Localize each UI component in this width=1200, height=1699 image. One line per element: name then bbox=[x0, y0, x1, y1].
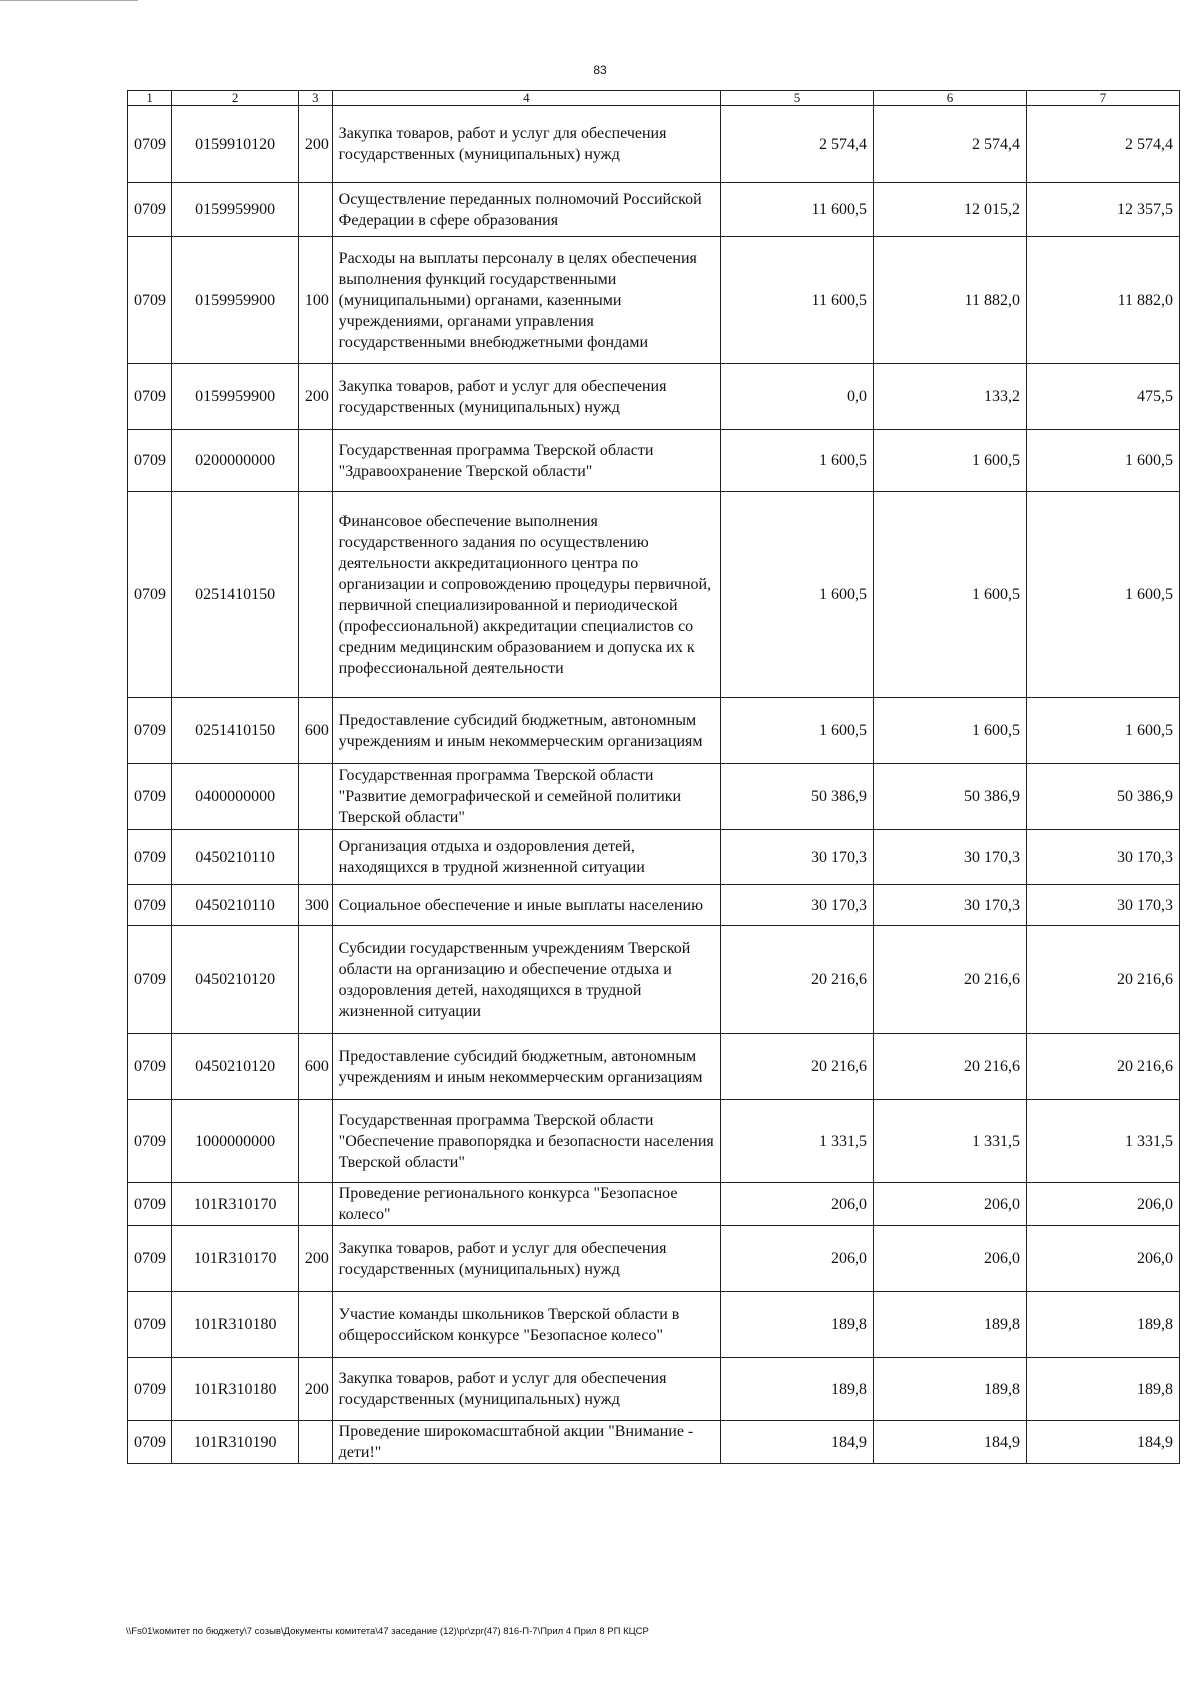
amount-year1-cell: 20 216,6 bbox=[720, 1034, 873, 1100]
item-name-cell: Государственная программа Тверской области "Обеспечение правопорядка и безопасности населения Тверской области" bbox=[332, 1100, 720, 1183]
target-article-cell: 101R310190 bbox=[172, 1421, 299, 1464]
target-article-cell: 0159959900 bbox=[172, 364, 299, 430]
amount-year2-cell: 12 015,2 bbox=[873, 183, 1026, 237]
amount-year1-cell: 184,9 bbox=[720, 1421, 873, 1464]
amount-year2-cell: 1 600,5 bbox=[873, 492, 1026, 698]
expense-type-cell bbox=[298, 1421, 332, 1464]
item-name-cell: Организация отдыха и оздоровления детей, находящихся в трудной жизненной ситуации bbox=[332, 830, 720, 885]
amount-year1-cell: 1 600,5 bbox=[720, 492, 873, 698]
amount-year1-cell: 11 600,5 bbox=[720, 183, 873, 237]
table-row bbox=[128, 698, 1180, 764]
target-article-cell: 101R310180 bbox=[172, 1292, 299, 1358]
amount-year1-cell: 1 600,5 bbox=[720, 430, 873, 492]
amount-year3-cell: 189,8 bbox=[1026, 1292, 1179, 1358]
table-row bbox=[128, 364, 1180, 430]
amount-year2-cell: 1 600,5 bbox=[873, 698, 1026, 764]
item-name-cell: Предоставление субсидий бюджетным, автономным учреждениям и иным некоммерческим организациям bbox=[332, 698, 720, 764]
target-article-cell: 101R310170 bbox=[172, 1226, 299, 1292]
section-code-cell: 0709 bbox=[128, 1226, 172, 1292]
amount-year2-cell: 206,0 bbox=[873, 1183, 1026, 1226]
col-number-4: 4 bbox=[332, 91, 720, 106]
expense-type-cell bbox=[298, 1292, 332, 1358]
amount-year1-cell: 0,0 bbox=[720, 364, 873, 430]
target-article-cell: 0200000000 bbox=[172, 430, 299, 492]
table-row bbox=[128, 926, 1180, 1034]
amount-year3-cell: 11 882,0 bbox=[1026, 237, 1179, 364]
amount-year2-cell: 184,9 bbox=[873, 1421, 1026, 1464]
amount-year3-cell: 1 600,5 bbox=[1026, 492, 1179, 698]
item-name-cell: Проведение широкомасштабной акции "Внимание - дети!" bbox=[332, 1421, 720, 1464]
section-code-cell: 0709 bbox=[128, 1034, 172, 1100]
section-code-cell: 0709 bbox=[128, 1100, 172, 1183]
amount-year1-cell: 20 216,6 bbox=[720, 926, 873, 1034]
amount-year2-cell: 30 170,3 bbox=[873, 830, 1026, 885]
table-row bbox=[128, 430, 1180, 492]
target-article-cell: 0159959900 bbox=[172, 237, 299, 364]
item-name-cell: Закупка товаров, работ и услуг для обеспечения государственных (муниципальных) нужд bbox=[332, 106, 720, 183]
target-article-cell: 0450210120 bbox=[172, 926, 299, 1034]
amount-year3-cell: 206,0 bbox=[1026, 1226, 1179, 1292]
section-code-cell: 0709 bbox=[128, 926, 172, 1034]
item-name-cell: Государственная программа Тверской области "Развитие демографической и семейной политики Тверской области" bbox=[332, 764, 720, 830]
expense-type-cell bbox=[298, 492, 332, 698]
table-row bbox=[128, 492, 1180, 698]
item-name-cell: Финансовое обеспечение выполнения государственного задания по осуществлению деятельности аккредитационного центра по организации и сопровождению процедуры первичной, первичной специализированной и периодической (профессиональной) аккредитации специалистов со средним медицинским образованием и допуска их к профессиональной деятельности bbox=[332, 492, 720, 698]
expense-type-cell: 600 bbox=[298, 1034, 332, 1100]
amount-year1-cell: 1 600,5 bbox=[720, 698, 873, 764]
table-row bbox=[128, 183, 1180, 237]
section-code-cell: 0709 bbox=[128, 1421, 172, 1464]
col-number-6: 6 bbox=[873, 91, 1026, 106]
expense-type-cell: 200 bbox=[298, 1226, 332, 1292]
item-name-cell: Закупка товаров, работ и услуг для обеспечения государственных (муниципальных) нужд bbox=[332, 1358, 720, 1421]
section-code-cell: 0709 bbox=[128, 364, 172, 430]
target-article-cell: 0159959900 bbox=[172, 183, 299, 237]
section-code-cell: 0709 bbox=[128, 1358, 172, 1421]
item-name-cell: Предоставление субсидий бюджетным, автономным учреждениям и иным некоммерческим организациям bbox=[332, 1034, 720, 1100]
scan-edge-line bbox=[0, 0, 138, 1]
item-name-cell: Закупка товаров, работ и услуг для обеспечения государственных (муниципальных) нужд bbox=[332, 1226, 720, 1292]
table-row bbox=[128, 1100, 1180, 1183]
amount-year1-cell: 30 170,3 bbox=[720, 885, 873, 926]
section-code-cell: 0709 bbox=[128, 183, 172, 237]
table-row bbox=[128, 764, 1180, 830]
amount-year3-cell: 206,0 bbox=[1026, 1183, 1179, 1226]
column-number-row bbox=[128, 91, 1180, 106]
amount-year3-cell: 1 331,5 bbox=[1026, 1100, 1179, 1183]
expense-type-cell bbox=[298, 926, 332, 1034]
table-row bbox=[128, 830, 1180, 885]
amount-year3-cell: 184,9 bbox=[1026, 1421, 1179, 1464]
amount-year3-cell: 30 170,3 bbox=[1026, 830, 1179, 885]
amount-year2-cell: 189,8 bbox=[873, 1292, 1026, 1358]
amount-year3-cell: 2 574,4 bbox=[1026, 106, 1179, 183]
item-name-cell: Участие команды школьников Тверской области в общероссийском конкурсе "Безопасное колесо" bbox=[332, 1292, 720, 1358]
amount-year1-cell: 11 600,5 bbox=[720, 237, 873, 364]
amount-year2-cell: 11 882,0 bbox=[873, 237, 1026, 364]
col-number-5: 5 bbox=[720, 91, 873, 106]
document-file-path: \\Fs01\комитет по бюджету\7 созыв\Документы комитета\47 заседание (12)\pr\zpr(47) 816-П-7\Прил 4 Прил 8 РП КЦСР bbox=[126, 1626, 649, 1637]
target-article-cell: 0400000000 bbox=[172, 764, 299, 830]
amount-year3-cell: 20 216,6 bbox=[1026, 926, 1179, 1034]
amount-year3-cell: 12 357,5 bbox=[1026, 183, 1179, 237]
expense-type-cell bbox=[298, 183, 332, 237]
amount-year2-cell: 189,8 bbox=[873, 1358, 1026, 1421]
amount-year2-cell: 50 386,9 bbox=[873, 764, 1026, 830]
table-row bbox=[128, 1226, 1180, 1292]
expense-type-cell: 100 bbox=[298, 237, 332, 364]
expense-type-cell bbox=[298, 430, 332, 492]
amount-year2-cell: 20 216,6 bbox=[873, 926, 1026, 1034]
section-code-cell: 0709 bbox=[128, 237, 172, 364]
target-article-cell: 0450210120 bbox=[172, 1034, 299, 1100]
target-article-cell: 0450210110 bbox=[172, 885, 299, 926]
target-article-cell: 0251410150 bbox=[172, 698, 299, 764]
item-name-cell: Закупка товаров, работ и услуг для обеспечения государственных (муниципальных) нужд bbox=[332, 364, 720, 430]
amount-year2-cell: 2 574,4 bbox=[873, 106, 1026, 183]
table-row bbox=[128, 1358, 1180, 1421]
expense-type-cell: 600 bbox=[298, 698, 332, 764]
expense-type-cell: 300 bbox=[298, 885, 332, 926]
col-number-7: 7 bbox=[1026, 91, 1179, 106]
page-number: 83 bbox=[593, 63, 607, 77]
section-code-cell: 0709 bbox=[128, 698, 172, 764]
expense-type-cell bbox=[298, 1100, 332, 1183]
table-row bbox=[128, 1183, 1180, 1226]
table-row bbox=[128, 885, 1180, 926]
amount-year2-cell: 20 216,6 bbox=[873, 1034, 1026, 1100]
amount-year2-cell: 206,0 bbox=[873, 1226, 1026, 1292]
amount-year1-cell: 189,8 bbox=[720, 1358, 873, 1421]
amount-year2-cell: 1 600,5 bbox=[873, 430, 1026, 492]
amount-year1-cell: 50 386,9 bbox=[720, 764, 873, 830]
item-name-cell: Осуществление переданных полномочий Российской Федерации в сфере образования bbox=[332, 183, 720, 237]
expense-type-cell bbox=[298, 1183, 332, 1226]
budget-table bbox=[127, 90, 1180, 1464]
col-number-1: 1 bbox=[128, 91, 172, 106]
amount-year2-cell: 133,2 bbox=[873, 364, 1026, 430]
amount-year3-cell: 1 600,5 bbox=[1026, 698, 1179, 764]
amount-year2-cell: 1 331,5 bbox=[873, 1100, 1026, 1183]
expense-type-cell: 200 bbox=[298, 364, 332, 430]
table-row bbox=[128, 237, 1180, 364]
target-article-cell: 101R310170 bbox=[172, 1183, 299, 1226]
col-number-2: 2 bbox=[172, 91, 299, 106]
amount-year1-cell: 30 170,3 bbox=[720, 830, 873, 885]
item-name-cell: Субсидии государственным учреждениям Тверской области на организацию и обеспечение отдыха и оздоровления детей, находящихся в трудной жизненной ситуации bbox=[332, 926, 720, 1034]
expense-type-cell: 200 bbox=[298, 1358, 332, 1421]
amount-year3-cell: 20 216,6 bbox=[1026, 1034, 1179, 1100]
target-article-cell: 1000000000 bbox=[172, 1100, 299, 1183]
table-row bbox=[128, 106, 1180, 183]
item-name-cell: Государственная программа Тверской области "Здравоохранение Тверской области" bbox=[332, 430, 720, 492]
amount-year1-cell: 206,0 bbox=[720, 1226, 873, 1292]
table-row bbox=[128, 1292, 1180, 1358]
section-code-cell: 0709 bbox=[128, 885, 172, 926]
section-code-cell: 0709 bbox=[128, 764, 172, 830]
amount-year3-cell: 1 600,5 bbox=[1026, 430, 1179, 492]
item-name-cell: Расходы на выплаты персоналу в целях обеспечения выполнения функций государственными (муниципальными) органами, казенными учреждениями, органами управления государственными внебюджетными фондами bbox=[332, 237, 720, 364]
section-code-cell: 0709 bbox=[128, 830, 172, 885]
target-article-cell: 101R310180 bbox=[172, 1358, 299, 1421]
section-code-cell: 0709 bbox=[128, 106, 172, 183]
section-code-cell: 0709 bbox=[128, 492, 172, 698]
amount-year1-cell: 206,0 bbox=[720, 1183, 873, 1226]
target-article-cell: 0450210110 bbox=[172, 830, 299, 885]
amount-year1-cell: 2 574,4 bbox=[720, 106, 873, 183]
amount-year1-cell: 1 331,5 bbox=[720, 1100, 873, 1183]
table-row bbox=[128, 1034, 1180, 1100]
target-article-cell: 0159910120 bbox=[172, 106, 299, 183]
section-code-cell: 0709 bbox=[128, 430, 172, 492]
amount-year2-cell: 30 170,3 bbox=[873, 885, 1026, 926]
amount-year1-cell: 189,8 bbox=[720, 1292, 873, 1358]
amount-year3-cell: 189,8 bbox=[1026, 1358, 1179, 1421]
item-name-cell: Проведение регионального конкурса "Безопасное колесо" bbox=[332, 1183, 720, 1226]
expense-type-cell: 200 bbox=[298, 106, 332, 183]
target-article-cell: 0251410150 bbox=[172, 492, 299, 698]
amount-year3-cell: 475,5 bbox=[1026, 364, 1179, 430]
expense-type-cell bbox=[298, 764, 332, 830]
section-code-cell: 0709 bbox=[128, 1183, 172, 1226]
section-code-cell: 0709 bbox=[128, 1292, 172, 1358]
amount-year3-cell: 30 170,3 bbox=[1026, 885, 1179, 926]
expense-type-cell bbox=[298, 830, 332, 885]
table-row bbox=[128, 1421, 1180, 1464]
item-name-cell: Социальное обеспечение и иные выплаты населению bbox=[332, 885, 720, 926]
col-number-3: 3 bbox=[298, 91, 332, 106]
amount-year3-cell: 50 386,9 bbox=[1026, 764, 1179, 830]
